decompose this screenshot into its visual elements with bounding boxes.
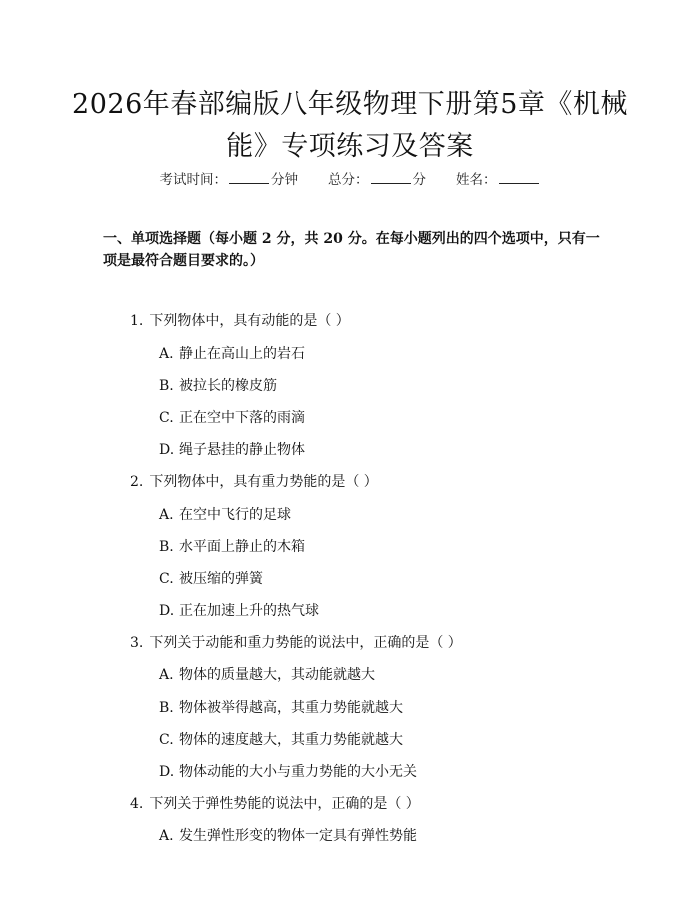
total-score-blank — [371, 171, 411, 184]
exam-time-label: 考试时间： — [159, 172, 227, 188]
question-number: 3. — [130, 635, 144, 651]
option-3a — [159, 664, 375, 684]
option-letter: B. — [159, 700, 174, 716]
student-name-label: 姓名： — [456, 172, 497, 188]
option-2c — [159, 568, 263, 588]
option-text: 绳子悬挂的静止物体 — [179, 442, 305, 458]
option-letter: A. — [159, 828, 174, 844]
option-2a — [159, 504, 291, 524]
option-4a — [159, 825, 417, 845]
option-2b — [159, 536, 305, 556]
option-1c — [159, 407, 305, 427]
option-letter: A. — [159, 667, 174, 683]
option-letter: B. — [159, 539, 174, 555]
question-number: 1. — [130, 313, 144, 329]
question-number: 2. — [130, 474, 144, 490]
exam-time-blank — [229, 171, 269, 184]
question-4 — [130, 793, 420, 813]
option-text: 物体动能的大小与重力势能的大小无关 — [179, 764, 417, 780]
option-1a — [159, 343, 305, 363]
option-letter: D. — [159, 764, 175, 780]
question-3 — [130, 632, 462, 652]
option-letter: D. — [159, 442, 175, 458]
option-letter: C. — [159, 410, 174, 426]
option-letter: B. — [159, 378, 174, 394]
option-text: 物体的速度越大，其重力势能就越大 — [179, 732, 403, 748]
option-3b — [159, 697, 403, 717]
question-1 — [130, 310, 350, 330]
option-text: 被拉长的橡皮筋 — [179, 378, 277, 394]
option-letter: A. — [159, 346, 174, 362]
option-text: 发生弹性形变的物体一定具有弹性势能 — [179, 828, 417, 844]
exam-time-unit: 分钟 — [271, 172, 298, 188]
option-3c — [159, 729, 403, 749]
total-score-label: 总分： — [328, 172, 369, 188]
question-text: 下列关于弹性势能的说法中，正确的是（ ） — [149, 796, 420, 812]
option-letter: C. — [159, 732, 174, 748]
option-2d — [159, 600, 319, 620]
option-text: 静止在高山上的岩石 — [179, 346, 305, 362]
option-text: 在空中飞行的足球 — [179, 507, 291, 523]
option-text: 水平面上静止的木箱 — [179, 539, 305, 555]
option-letter: A. — [159, 507, 174, 523]
option-text: 正在空中下落的雨滴 — [179, 410, 305, 426]
question-text: 下列关于动能和重力势能的说法中，正确的是（ ） — [149, 635, 462, 651]
option-1b — [159, 375, 277, 395]
section-heading: 一、单项选择题（每小题 2 分，共 20 分。在每小题列出的四个选项中，只有一项是最符合题目要求的。） — [103, 231, 600, 269]
option-3d — [159, 761, 417, 781]
question-text: 下列物体中，具有动能的是（ ） — [149, 313, 350, 329]
document-title: 2026年春部编版八年级物理下册第5章《机械能》专项练习及答案 — [72, 89, 628, 162]
option-text: 物体被举得越高，其重力势能就越大 — [179, 700, 403, 716]
student-name-blank — [499, 171, 539, 184]
student-name-field — [456, 168, 541, 188]
question-text: 下列物体中，具有重力势能的是（ ） — [149, 474, 378, 490]
option-1d — [159, 439, 305, 459]
question-2 — [130, 471, 378, 491]
total-score-field — [328, 168, 426, 188]
option-letter: C. — [159, 571, 174, 587]
exam-time-field — [160, 168, 299, 188]
option-letter: D. — [159, 603, 175, 619]
question-number: 4. — [130, 796, 144, 812]
total-score-unit: 分 — [412, 172, 426, 188]
option-text: 正在加速上升的热气球 — [179, 603, 319, 619]
option-text: 物体的质量越大，其动能就越大 — [179, 667, 375, 683]
option-text: 被压缩的弹簧 — [179, 571, 263, 587]
exam-info-row — [0, 168, 700, 188]
